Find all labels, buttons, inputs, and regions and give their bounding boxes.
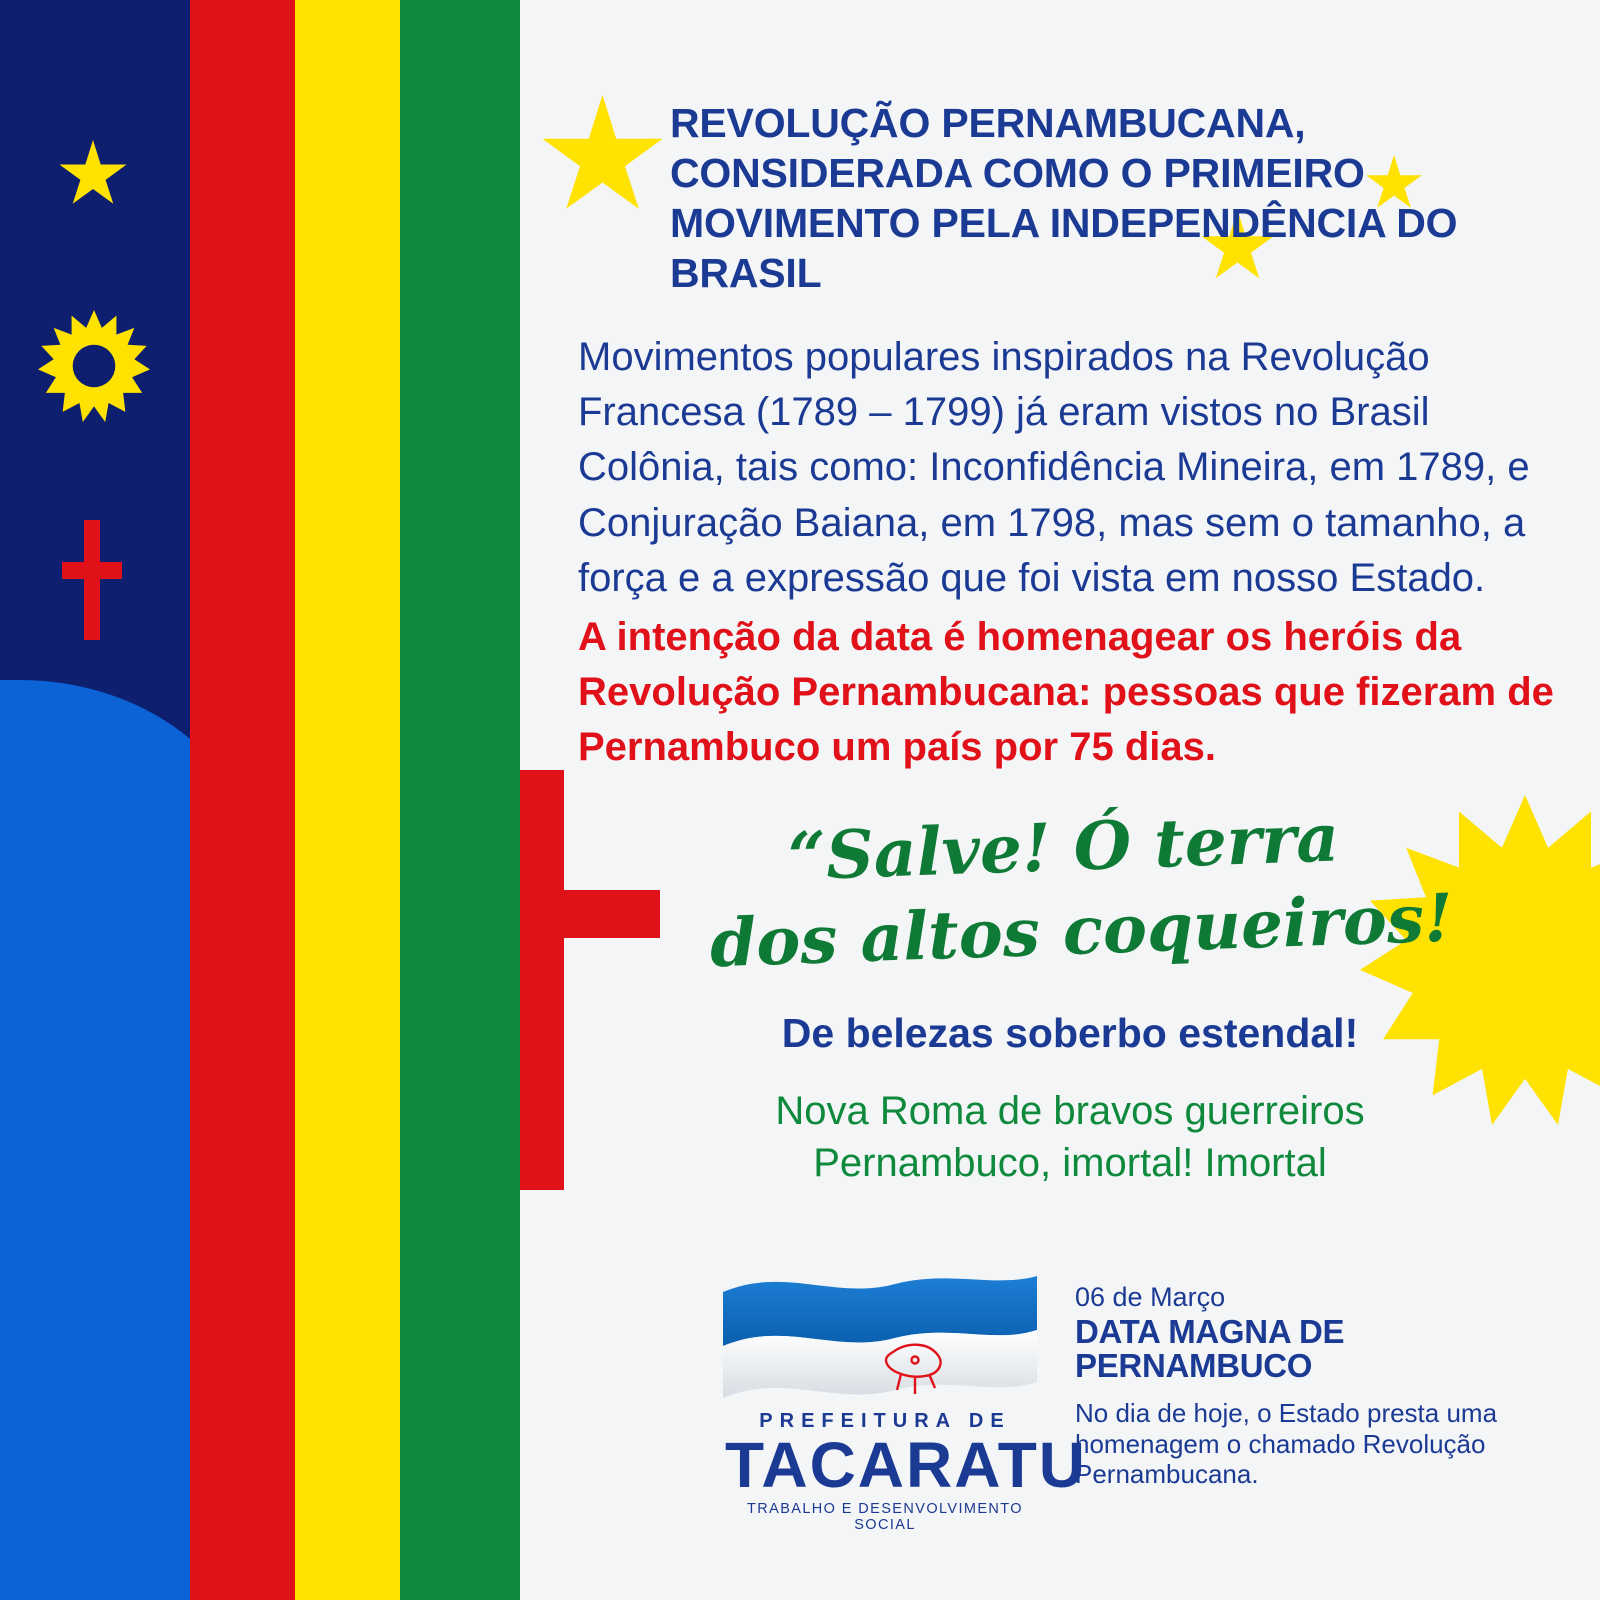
footer-date: 06 de Março xyxy=(1075,1282,1226,1312)
anthem-script-line-2: dos altos coqueiros! xyxy=(708,878,1455,983)
anthem-script-line-1: “Salve! Ó terra xyxy=(786,798,1341,896)
footer-title: DATA MAGNA DE PERNAMBUCO xyxy=(1075,1312,1345,1385)
content-area xyxy=(520,0,1600,1600)
city-logo xyxy=(725,1410,1087,1533)
highlight-paragraph: A intenção da data é homenagear os heróis da Revolução Pernambucana: pessoas que fizeram de Pernambuco um país por 75 dias. xyxy=(578,615,1554,769)
flag-blue-wave xyxy=(0,680,190,1600)
logo-prefix: PREFEITURA DE xyxy=(759,1410,1011,1432)
anthem-script-text xyxy=(637,790,1492,988)
footer-note: No dia de hoje, o Estado presta uma homenagem o chamado Revolução Pernambucana. xyxy=(1075,1397,1498,1490)
stripe-yellow xyxy=(295,0,400,1600)
stripe-red xyxy=(190,0,295,1600)
sun-icon xyxy=(38,310,150,422)
anthem-green-lines xyxy=(620,1085,1520,1189)
anthem-green-line-2: Pernambuco, imortal! Imortal xyxy=(813,1141,1327,1185)
pernambuco-flag-panel xyxy=(0,0,190,1600)
footer-info xyxy=(1075,1283,1545,1490)
logo-name: TACARATU xyxy=(725,1429,1087,1501)
intro-paragraph: Movimentos populares inspirados na Revolução Francesa (1789 – 1799) já eram vistos no Brasil Colônia, tais como: Inconfidência Mineira, em 1789, e Conjuração Baiana, em 1798, mas sem o tamanho, a força e a expressão que foi vista em nosso Estado. xyxy=(578,335,1530,600)
anthem-blue-line: De belezas soberbo estendal! xyxy=(781,1010,1359,1056)
logo-subtitle: TRABALHO E DESENVOLVIMENTO SOCIAL xyxy=(747,1501,1023,1533)
stripe-green xyxy=(400,0,520,1600)
footer xyxy=(520,1255,1600,1575)
star-icon xyxy=(58,140,128,210)
page-title: REVOLUÇÃO PERNAMBUCANA, CONSIDERADA COMO O PRIMEIRO MOVIMENTO PELA INDEPENDÊNCIA DO BRASIL xyxy=(670,100,1458,297)
cross-icon xyxy=(62,520,122,640)
star-icon xyxy=(540,95,665,220)
waving-flag-icon xyxy=(715,1260,1045,1410)
anthem-green-line-1: Nova Roma de bravos guerreiros xyxy=(775,1089,1365,1133)
